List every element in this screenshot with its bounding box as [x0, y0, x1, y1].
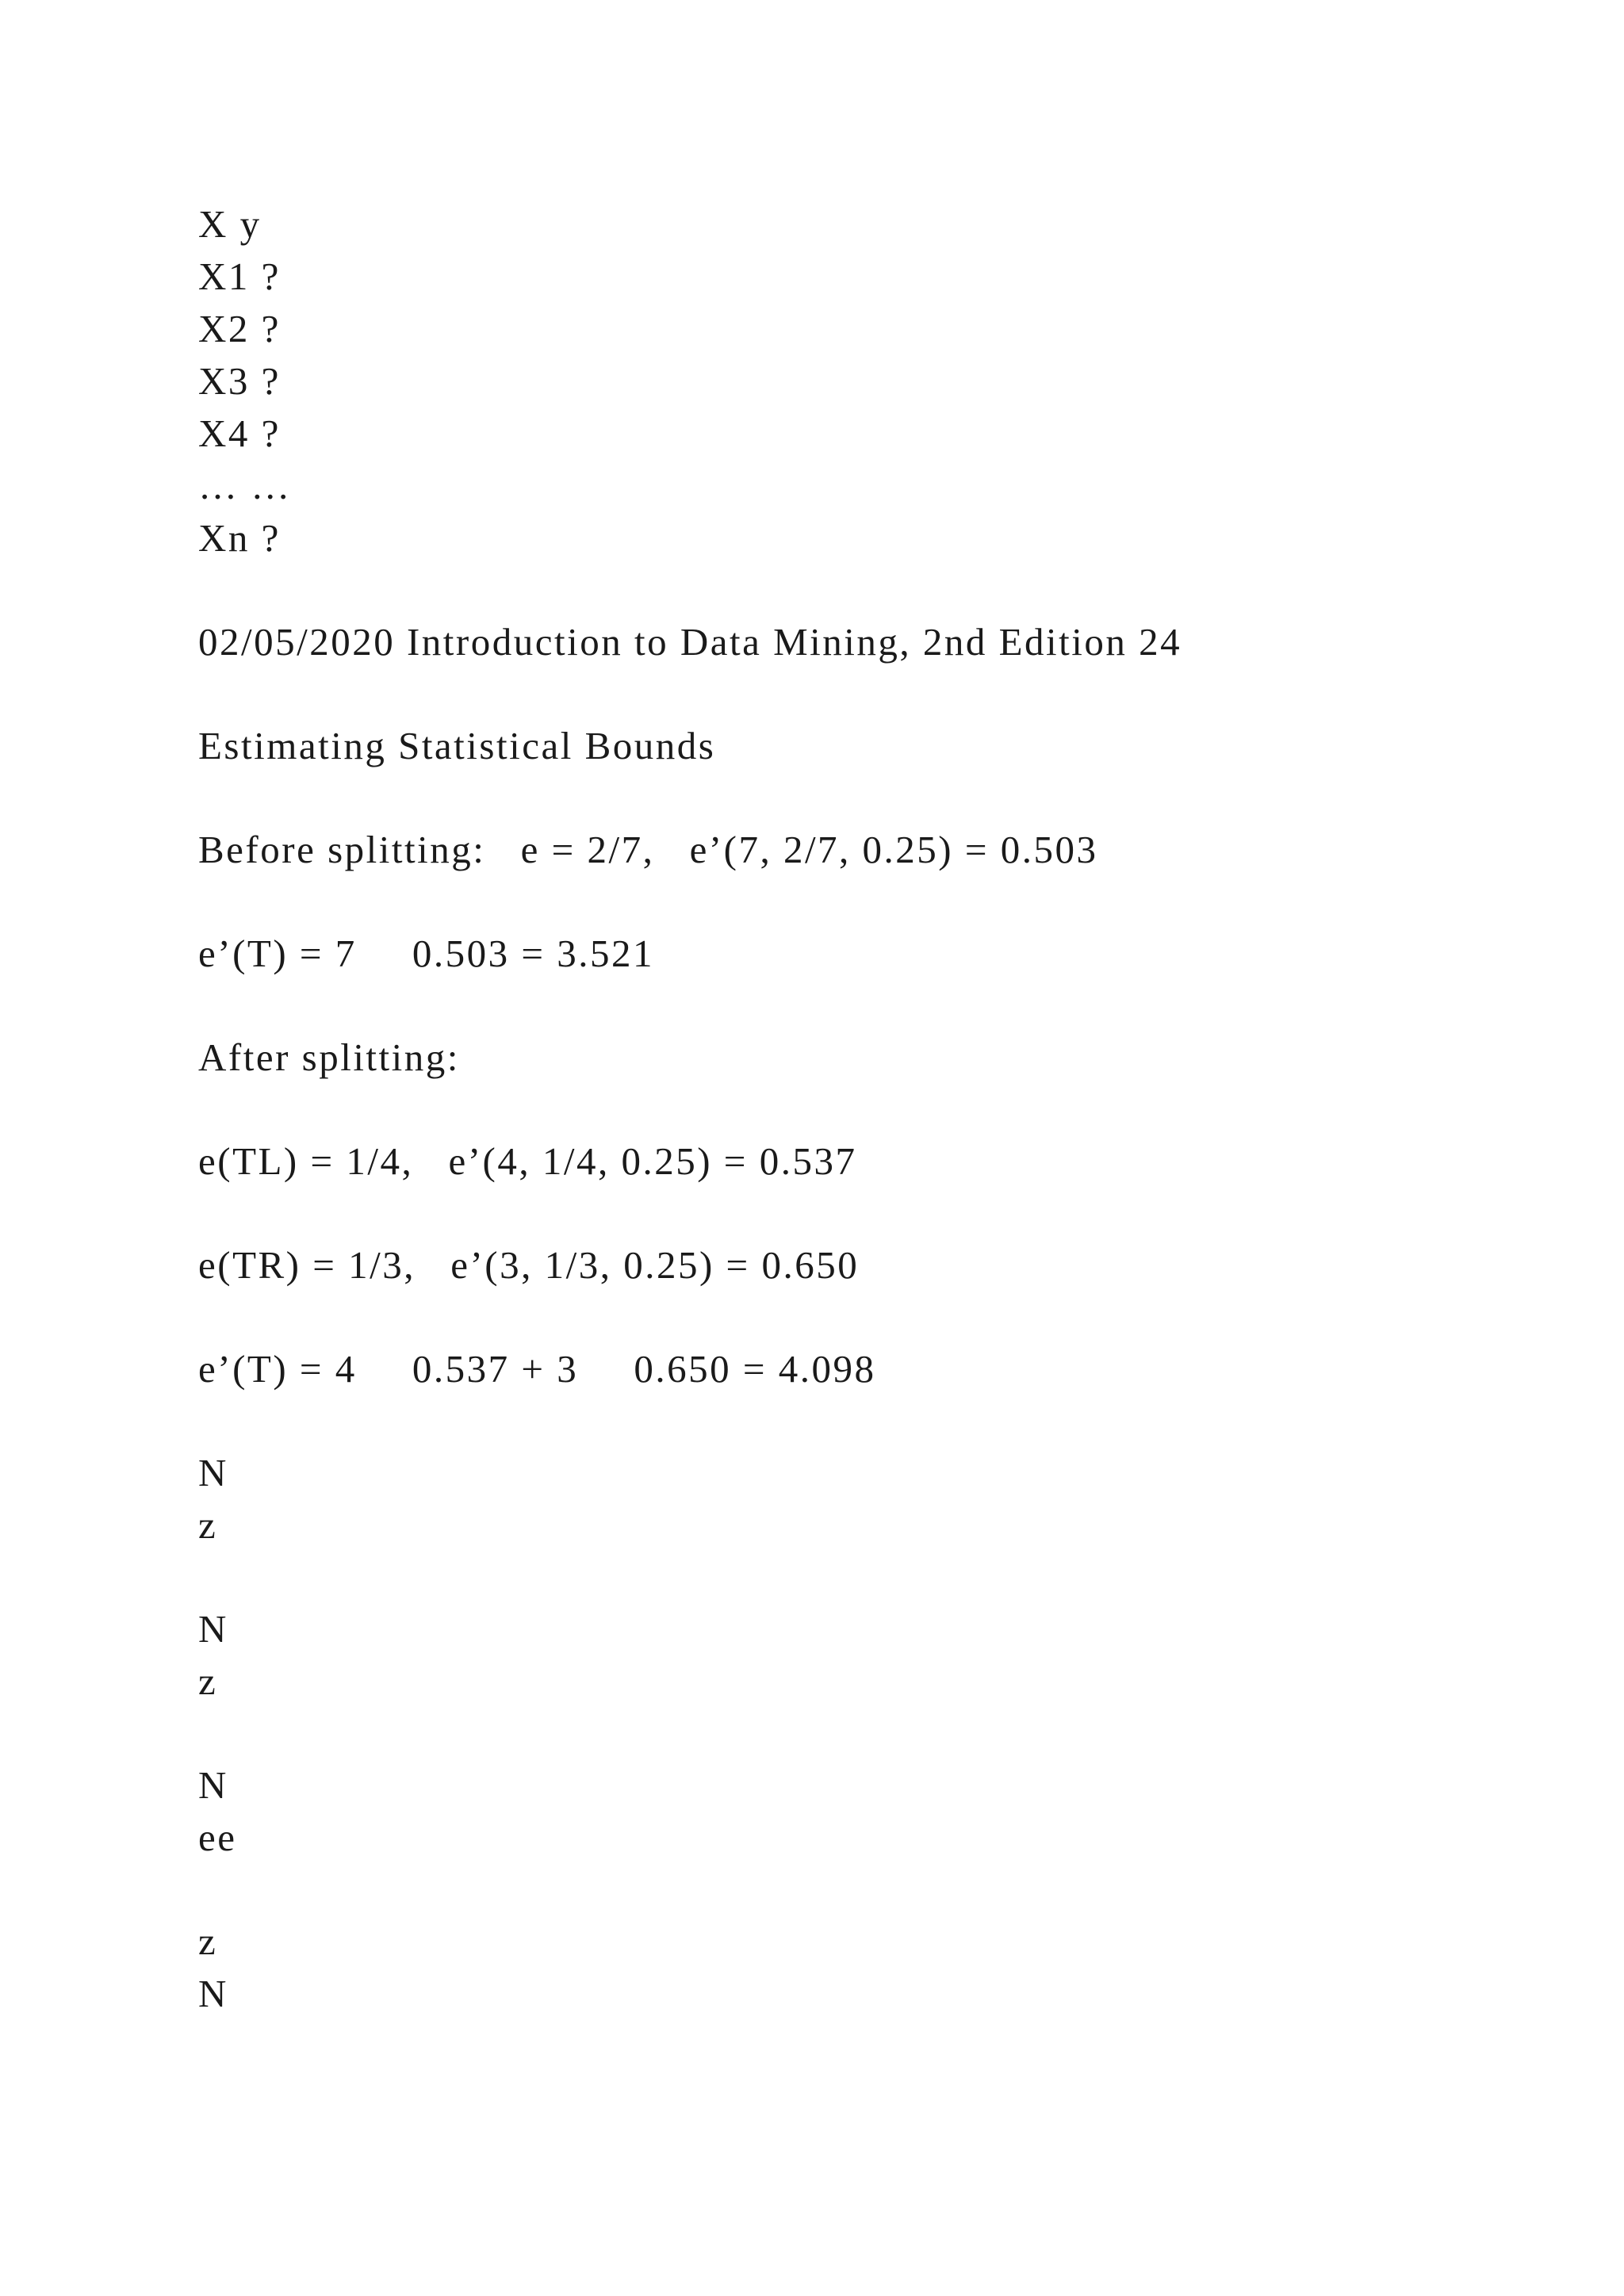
formula-fragment: z	[198, 1659, 218, 1703]
table-header: X y	[198, 202, 262, 246]
left-error-line: e(TL) = 1/4, e’(4, 1/4, 0.25) = 0.537	[198, 1139, 857, 1183]
formula-fragment: N	[198, 1451, 228, 1494]
formula-fragment: ee	[198, 1816, 237, 1859]
table-row: X1 ?	[198, 254, 281, 298]
before-splitting-line: Before splitting: e = 2/7, e’(7, 2/7, 0.25) = 0.503	[198, 828, 1098, 871]
formula-fragment: N	[198, 1972, 228, 2015]
formula-fragment: N	[198, 1763, 228, 1807]
table-row: X3 ?	[198, 359, 281, 403]
formula-fragment: z	[198, 1919, 218, 1963]
formula-fragment: z	[198, 1503, 218, 1547]
slide-footer: 02/05/2020 Introduction to Data Mining, 2nd Edition 24	[198, 620, 1182, 664]
before-total-line: e’(T) = 7   0.503 = 3.521	[198, 932, 655, 975]
table-row: X4 ?	[198, 411, 281, 455]
formula-fragment: N	[198, 1607, 228, 1651]
after-total-line: e’(T) = 4   0.537 + 3   0.650 = 4.098	[198, 1347, 876, 1391]
table-row: X2 ?	[198, 307, 281, 350]
table-row: … …	[198, 464, 292, 507]
slide-title: Estimating Statistical Bounds	[198, 724, 716, 767]
after-splitting-heading: After splitting:	[198, 1035, 460, 1079]
table-row: Xn ?	[198, 516, 281, 560]
right-error-line: e(TR) = 1/3, e’(3, 1/3, 0.25) = 0.650	[198, 1243, 860, 1287]
